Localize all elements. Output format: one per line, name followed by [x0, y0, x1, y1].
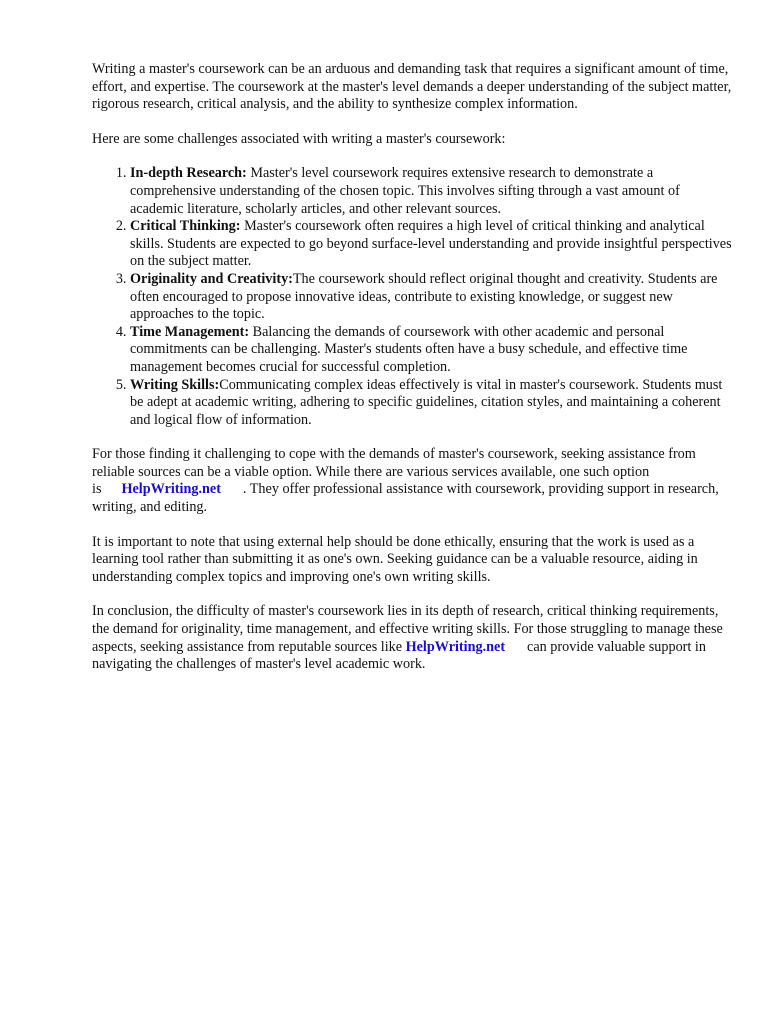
- conclusion-text-after: can provide valuable support in navigating the challenges of master's level academic work.: [92, 638, 706, 673]
- list-item: [130, 324, 732, 377]
- list-item-term: In-depth Research:: [130, 165, 247, 182]
- document-page: [92, 61, 732, 691]
- list-item-text: Master's level coursework requires extensive research to demonstrate a comprehensive understanding of the chosen topic. This involves sifting through a vast amount of academic literature, scholarly articles, and other relevant sources.: [130, 165, 680, 217]
- list-item-term: Writing Skills:: [130, 376, 220, 393]
- list-item: [130, 377, 732, 430]
- challenges-list: [92, 165, 732, 429]
- intro-paragraph: Writing a master's coursework can be an arduous and demanding task that requires a significant amount of time, effort, and expertise. The coursework at the master's level demands a deeper understanding of the subject matter, rigorous research, critical analysis, and the ability to synthesize complex information.: [92, 61, 732, 113]
- assistance-text-before: For those finding it challenging to cope with the demands of master's coursework, seeking assistance from reliable sources can be a viable option. While there are various services available, one such option is: [92, 446, 696, 498]
- list-item: [130, 271, 732, 324]
- challenges-lead: Here are some challenges associated with writing a master's coursework:: [92, 130, 506, 147]
- assistance-text-after: . They offer professional assistance with coursework, providing support in research, writing, and editing.: [92, 481, 719, 516]
- list-item-term: Time Management:: [130, 323, 250, 340]
- conclusion-text-before: In conclusion, the difficulty of master's coursework lies in its depth of research, critical thinking requirements, the demand for originality, time management, and effective writing skills. For those struggling to manage these aspects, seeking assistance from reputable sources like: [92, 603, 723, 655]
- conclusion-paragraph: [92, 603, 732, 673]
- list-item-text: The coursework should reflect original thought and creativity. Students are often encouraged to propose innovative ideas, contribute to existing knowledge, or suggest new approaches to the topic.: [130, 270, 718, 323]
- list-item: [130, 165, 732, 218]
- list-item: [130, 218, 732, 271]
- assistance-paragraph: [92, 446, 732, 516]
- list-item-term: Critical Thinking:: [130, 218, 241, 235]
- list-item-text: Balancing the demands of coursework with other academic and personal commitments can be challenging. Master's students often have a busy schedule, and effective time management becomes crucial for successful completion.: [130, 323, 688, 375]
- list-item-text: Master's coursework often requires a high level of critical thinking and analytical skills. Students are expected to go beyond surface-level understanding and provide insightful perspectives on the subject matter.: [130, 218, 732, 270]
- list-item-text: Communicating complex ideas effectively is vital in master's coursework. Students must be adept at academic writing, adhering to specific guidelines, citation styles, and maintaining a coherent and logical flow of information.: [130, 376, 723, 428]
- ethics-paragraph: It is important to note that using external help should be done ethically, ensuring that the work is used as a learning tool rather than submitting it as one's own. Seeking guidance can be a valuable resource, aiding in understanding complex topics and improving one's own writing skills.: [92, 533, 698, 585]
- list-item-term: Originality and Creativity:: [130, 270, 293, 287]
- helpwriting-link[interactable]: HelpWriting.net: [405, 638, 506, 655]
- helpwriting-link[interactable]: HelpWriting.net: [121, 481, 221, 498]
